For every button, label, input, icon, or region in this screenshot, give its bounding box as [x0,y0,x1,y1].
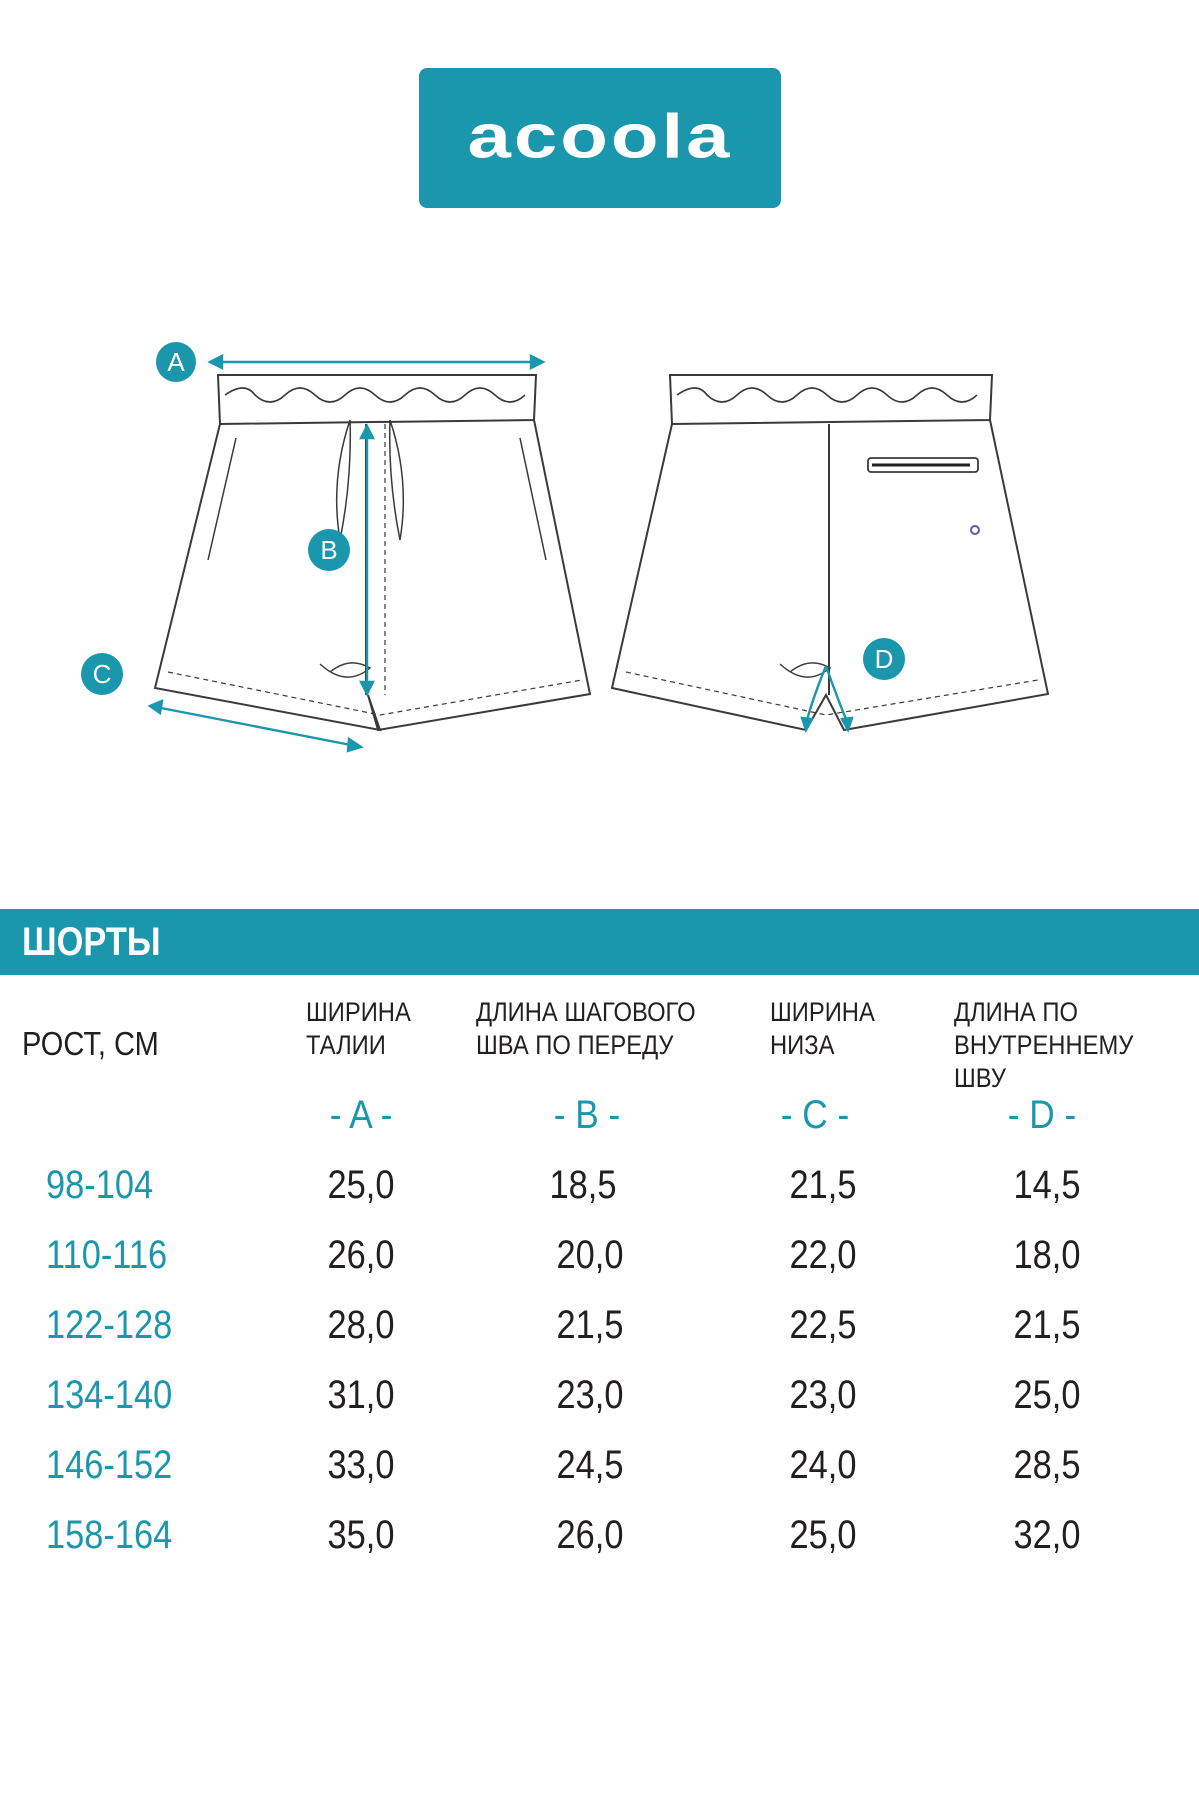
height-cell: 158-164 [46,1513,173,1557]
value-cell: 14,5 [1013,1163,1081,1207]
shorts-technical-drawing [0,320,1199,780]
value-cell: 25,0 [1013,1373,1081,1417]
brand-logo-text: acoola [467,100,733,172]
marker-d [863,638,905,680]
value-cell: 23,0 [789,1373,857,1417]
value-cell: 26,0 [327,1233,395,1277]
value-cell: 21,5 [789,1163,857,1207]
table-row [0,1230,1199,1300]
table-row [0,1370,1199,1440]
marker-d-label: D [874,644,894,674]
column-header-front-rise: ДЛИНА ШАГОВОГО ШВА ПО ПЕРЕДУ [476,997,696,1060]
value-cell: 21,5 [556,1303,624,1347]
column-header-inseam: ДЛИНА ПО ВНУТРЕННЕМУ ШВУ [954,997,1134,1093]
height-cell: 98-104 [46,1163,154,1207]
value-cell: 24,5 [556,1443,624,1487]
marker-b-label: B [320,535,338,565]
height-cell: 134-140 [46,1373,173,1417]
value-cell: 28,5 [1013,1443,1081,1487]
marker-c-label: C [92,659,112,689]
value-cell: 25,0 [789,1513,857,1557]
section-title: ШОРТЫ [22,920,161,964]
height-cell: 122-128 [46,1303,173,1347]
column-letter-b: - B - [553,1093,621,1137]
value-cell: 32,0 [1013,1513,1081,1557]
marker-a [156,342,196,382]
value-cell: 22,0 [789,1233,857,1277]
value-cell: 21,5 [1013,1303,1081,1347]
value-cell: 18,5 [549,1163,617,1207]
marker-c [81,653,123,695]
marker-a-label: A [167,347,185,377]
column-header-waist-width: ШИРИНА ТАЛИИ [306,997,411,1060]
table-row [0,1160,1199,1230]
column-letter-a: - A - [329,1093,393,1137]
column-header-hem-width: ШИРИНА НИЗА [770,997,875,1060]
value-cell: 31,0 [327,1373,395,1417]
table-row [0,1440,1199,1510]
table-row [0,1300,1199,1370]
brand-logo [419,68,781,208]
height-column-header: РОСТ, СМ [22,1025,159,1062]
value-cell: 28,0 [327,1303,395,1347]
value-cell: 22,5 [789,1303,857,1347]
table-row [0,1510,1199,1580]
height-cell: 110-116 [46,1233,168,1277]
size-table [0,1160,1199,1580]
value-cell: 23,0 [556,1373,624,1417]
marker-b [308,529,350,571]
value-cell: 20,0 [556,1233,624,1277]
height-cell: 146-152 [46,1443,173,1487]
value-cell: 24,0 [789,1443,857,1487]
value-cell: 33,0 [327,1443,395,1487]
shorts-front-view [155,375,590,730]
section-header-band [0,909,1199,975]
value-cell: 25,0 [327,1163,395,1207]
column-letter-c: - C - [780,1093,850,1137]
value-cell: 35,0 [327,1513,395,1557]
value-cell: 26,0 [556,1513,624,1557]
column-letter-d: - D - [1007,1093,1077,1137]
value-cell: 18,0 [1013,1233,1081,1277]
